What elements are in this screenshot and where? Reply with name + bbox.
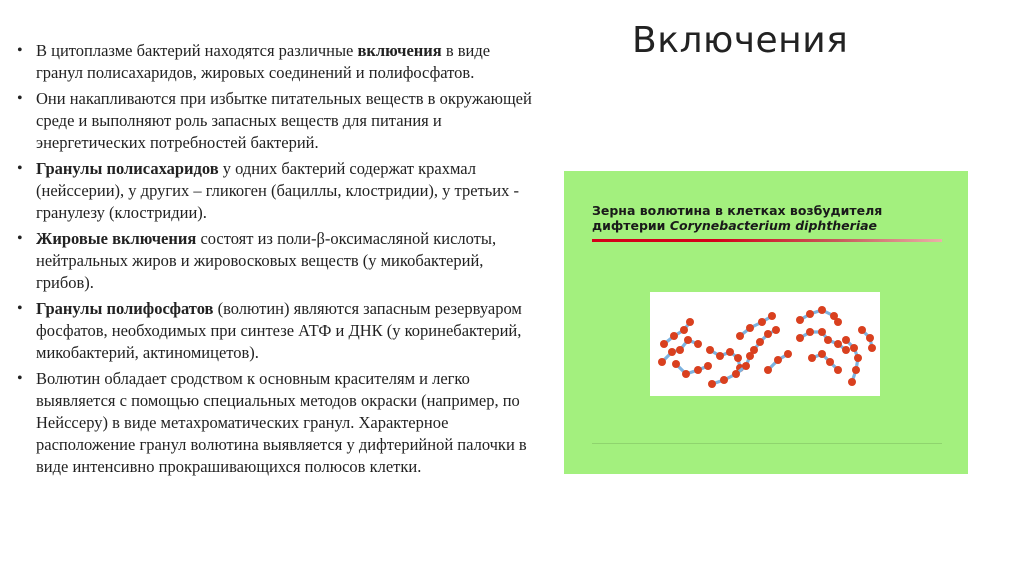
volutin-granule bbox=[764, 330, 772, 338]
bullet-text-bold: включения bbox=[357, 41, 442, 60]
volutin-granule bbox=[750, 346, 758, 354]
figure-bottom-rule bbox=[592, 443, 942, 444]
volutin-granule bbox=[818, 350, 826, 358]
volutin-granule bbox=[676, 346, 684, 354]
volutin-granule bbox=[772, 326, 780, 334]
caption-underline bbox=[592, 239, 942, 242]
volutin-granule bbox=[808, 354, 816, 362]
volutin-figure bbox=[564, 171, 968, 474]
volutin-granule bbox=[708, 380, 716, 388]
volutin-granule bbox=[796, 334, 804, 342]
volutin-granule bbox=[868, 344, 876, 352]
volutin-granule bbox=[720, 376, 728, 384]
bullet-item bbox=[14, 158, 534, 224]
volutin-granule bbox=[796, 316, 804, 324]
bullet-marker: • bbox=[17, 90, 23, 107]
volutin-granule bbox=[834, 366, 842, 374]
volutin-granule bbox=[806, 328, 814, 336]
volutin-granule bbox=[746, 324, 754, 332]
volutin-granule bbox=[848, 378, 856, 386]
volutin-granule bbox=[742, 362, 750, 370]
volutin-granule bbox=[706, 346, 714, 354]
bullet-marker: • bbox=[17, 230, 23, 247]
bullet-marker: • bbox=[17, 370, 23, 387]
bullet-marker: • bbox=[17, 300, 23, 317]
bullet-text-bold: Гранулы полисахаридов bbox=[36, 159, 219, 178]
volutin-granule bbox=[726, 348, 734, 356]
bullet-item bbox=[14, 368, 534, 478]
volutin-granule bbox=[818, 306, 826, 314]
bullet-text: В цитоплазме бактерий находятся различные bbox=[36, 41, 358, 60]
volutin-granule bbox=[818, 328, 826, 336]
bullet-text: у одних бактерий содержат крахмал (нейссерии), у других – гликоген (бациллы, клостридии), у третьих - гранулезу (клостридии). bbox=[36, 159, 519, 222]
volutin-granule bbox=[834, 340, 842, 348]
volutin-granule bbox=[774, 356, 782, 364]
volutin-granule bbox=[670, 332, 678, 340]
volutin-granule bbox=[680, 326, 688, 334]
bullet-text: Они накапливаются при избытке питательных веществ в окружающей среде и выполняют роль запасных веществ для питания и энергетических потребностей бактерий. bbox=[36, 89, 532, 152]
bullet-item bbox=[14, 88, 534, 154]
volutin-granule bbox=[842, 336, 850, 344]
volutin-granule bbox=[660, 340, 668, 348]
volutin-granule bbox=[854, 354, 862, 362]
figure-caption-main: Зерна волютина в клетках возбудителя дифтерии bbox=[592, 203, 883, 233]
volutin-granule bbox=[682, 370, 690, 378]
volutin-granule bbox=[852, 366, 860, 374]
volutin-granule bbox=[694, 366, 702, 374]
bullet-text: в виде гранул полисахаридов, жировых соединений и полифосфатов. bbox=[36, 41, 491, 82]
volutin-granule bbox=[768, 312, 776, 320]
volutin-granule bbox=[764, 366, 772, 374]
figure-caption-species: Corynebacterium diphtheriae bbox=[669, 218, 878, 233]
bullet-text-bold: Жировые включения bbox=[36, 229, 197, 248]
bullet-marker: • bbox=[17, 160, 23, 177]
bullet-item bbox=[14, 228, 534, 294]
slide-title: Включения bbox=[632, 20, 849, 61]
volutin-granule bbox=[826, 358, 834, 366]
volutin-granule bbox=[686, 318, 694, 326]
volutin-granule bbox=[736, 332, 744, 340]
volutin-granule bbox=[842, 346, 850, 354]
volutin-granule bbox=[756, 338, 764, 346]
volutin-granule bbox=[758, 318, 766, 326]
bullet-item bbox=[14, 298, 534, 364]
volutin-granule bbox=[866, 334, 874, 342]
volutin-granule bbox=[684, 336, 692, 344]
volutin-granule bbox=[824, 336, 832, 344]
figure-caption bbox=[592, 203, 932, 233]
bullet-text: Волютин обладает сродством к основным красителям и легко выявляется с помощью специальных методов окраски (например, по Нейссеру) в виде метахроматических гранул. Характерное расположение гранул волютина выявляется у дифтерийной палочки в виде интенсивно прокрашивающихся полюсов клетки. bbox=[36, 369, 527, 476]
bullet-marker: • bbox=[17, 42, 23, 59]
volutin-granule bbox=[668, 348, 676, 356]
bullet-list bbox=[14, 40, 534, 482]
volutin-granule bbox=[732, 370, 740, 378]
volutin-granule bbox=[658, 358, 666, 366]
bullet-text: (волютин) являются запасным резервуаром фосфатов, необходимых при синтезе АТФ и ДНК (у коринебактерий, микобактерий, актиномицетов). bbox=[36, 299, 522, 362]
volutin-granule bbox=[784, 350, 792, 358]
bullet-text: состоят из поли-β-оксимасляной кислоты, нейтральных жиров и жировосковых веществ (у микобактерий, грибов). bbox=[36, 229, 497, 292]
volutin-granule bbox=[850, 344, 858, 352]
volutin-granule bbox=[858, 326, 866, 334]
micrograph-illustration bbox=[650, 292, 880, 396]
volutin-granule bbox=[672, 360, 680, 368]
volutin-granule bbox=[704, 362, 712, 370]
bullet-text-bold: Гранулы полифосфатов bbox=[36, 299, 214, 318]
bacteria-drawing bbox=[650, 292, 880, 396]
volutin-granule bbox=[806, 310, 814, 318]
volutin-granule bbox=[716, 352, 724, 360]
volutin-granule bbox=[694, 340, 702, 348]
volutin-granule bbox=[834, 318, 842, 326]
volutin-granule bbox=[734, 354, 742, 362]
bullet-item bbox=[14, 40, 534, 84]
